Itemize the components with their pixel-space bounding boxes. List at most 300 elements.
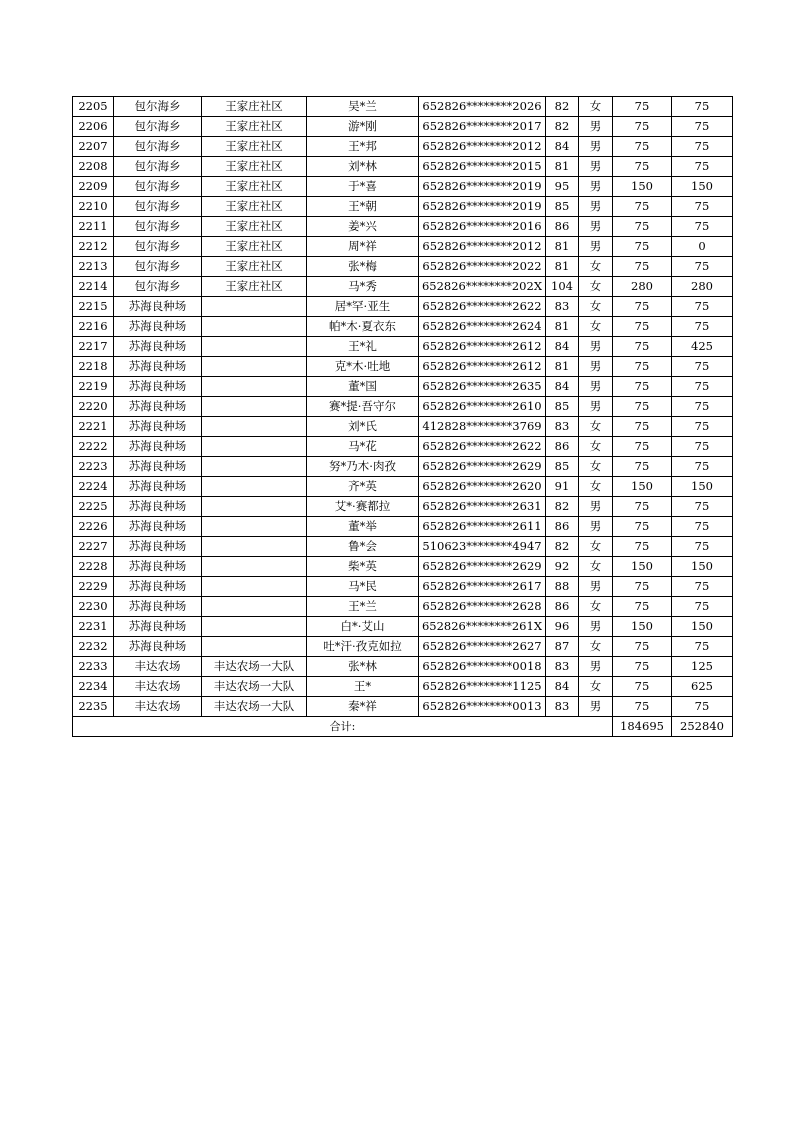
row-number-cell: 2215 xyxy=(73,297,114,317)
community-cell xyxy=(202,297,307,317)
gender-cell: 男 xyxy=(579,237,613,257)
amount-a-cell: 75 xyxy=(613,537,672,557)
id-number-cell: 652826********2612 xyxy=(419,337,546,357)
community-cell: 王家庄社区 xyxy=(202,97,307,117)
community-cell xyxy=(202,517,307,537)
resident-name-cell: 马*秀 xyxy=(307,277,419,297)
resident-name-cell: 白*·艾山 xyxy=(307,617,419,637)
amount-b-cell: 75 xyxy=(672,357,733,377)
age-cell: 81 xyxy=(546,257,579,277)
amount-a-cell: 280 xyxy=(613,277,672,297)
amount-a-cell: 75 xyxy=(613,257,672,277)
row-number-cell: 2226 xyxy=(73,517,114,537)
row-number-cell: 2207 xyxy=(73,137,114,157)
id-number-cell: 652826********2631 xyxy=(419,497,546,517)
resident-name-cell: 赛*提·吾守尔 xyxy=(307,397,419,417)
amount-b-cell: 75 xyxy=(672,457,733,477)
community-cell xyxy=(202,317,307,337)
id-number-cell: 652826********2611 xyxy=(419,517,546,537)
gender-cell: 女 xyxy=(579,257,613,277)
id-number-cell: 652826********2622 xyxy=(419,297,546,317)
id-number-cell: 652826********2635 xyxy=(419,377,546,397)
row-number-cell: 2232 xyxy=(73,637,114,657)
id-number-cell: 652826********2016 xyxy=(419,217,546,237)
total-label: 合计: xyxy=(73,717,613,737)
id-number-cell: 652826********2629 xyxy=(419,557,546,577)
amount-a-cell: 75 xyxy=(613,117,672,137)
age-cell: 96 xyxy=(546,617,579,637)
resident-name-cell: 董*国 xyxy=(307,377,419,397)
id-number-cell: 652826********2612 xyxy=(419,357,546,377)
age-cell: 82 xyxy=(546,497,579,517)
community-cell: 丰达农场一大队 xyxy=(202,657,307,677)
row-number-cell: 2220 xyxy=(73,397,114,417)
age-cell: 81 xyxy=(546,237,579,257)
township-cell: 苏海良种场 xyxy=(114,577,202,597)
gender-cell: 男 xyxy=(579,617,613,637)
age-cell: 81 xyxy=(546,357,579,377)
roster-body xyxy=(73,97,733,717)
gender-cell: 男 xyxy=(579,657,613,677)
community-cell xyxy=(202,417,307,437)
township-cell: 包尔海乡 xyxy=(114,117,202,137)
amount-a-cell: 75 xyxy=(613,337,672,357)
amount-b-cell: 75 xyxy=(672,637,733,657)
community-cell xyxy=(202,577,307,597)
resident-name-cell: 张*梅 xyxy=(307,257,419,277)
row-number-cell: 2219 xyxy=(73,377,114,397)
resident-name-cell: 秦*祥 xyxy=(307,697,419,717)
township-cell: 苏海良种场 xyxy=(114,397,202,417)
amount-b-cell: 75 xyxy=(672,317,733,337)
gender-cell: 男 xyxy=(579,117,613,137)
resident-name-cell: 吐*汗·孜克如拉 xyxy=(307,637,419,657)
age-cell: 81 xyxy=(546,157,579,177)
id-number-cell: 652826********0013 xyxy=(419,697,546,717)
age-cell: 83 xyxy=(546,697,579,717)
gender-cell: 男 xyxy=(579,337,613,357)
township-cell: 包尔海乡 xyxy=(114,277,202,297)
gender-cell: 男 xyxy=(579,697,613,717)
row-number-cell: 2211 xyxy=(73,217,114,237)
age-cell: 83 xyxy=(546,417,579,437)
resident-name-cell: 王*朝 xyxy=(307,197,419,217)
township-cell: 包尔海乡 xyxy=(114,217,202,237)
row-number-cell: 2206 xyxy=(73,117,114,137)
age-cell: 83 xyxy=(546,297,579,317)
resident-name-cell: 姜*兴 xyxy=(307,217,419,237)
row-number-cell: 2224 xyxy=(73,477,114,497)
amount-b-cell: 75 xyxy=(672,537,733,557)
amount-b-cell: 75 xyxy=(672,137,733,157)
id-number-cell: 652826********2622 xyxy=(419,437,546,457)
amount-b-cell: 280 xyxy=(672,277,733,297)
age-cell: 85 xyxy=(546,457,579,477)
amount-a-cell: 75 xyxy=(613,197,672,217)
amount-a-cell: 75 xyxy=(613,97,672,117)
resident-name-cell: 董*举 xyxy=(307,517,419,537)
amount-b-cell: 0 xyxy=(672,237,733,257)
amount-a-cell: 150 xyxy=(613,177,672,197)
resident-name-cell: 吴*兰 xyxy=(307,97,419,117)
amount-a-cell: 150 xyxy=(613,557,672,577)
table-row xyxy=(73,577,733,597)
age-cell: 85 xyxy=(546,397,579,417)
table-row xyxy=(73,617,733,637)
resident-name-cell: 马*花 xyxy=(307,437,419,457)
id-number-cell: 652826********2624 xyxy=(419,317,546,337)
table-row xyxy=(73,357,733,377)
age-cell: 88 xyxy=(546,577,579,597)
township-cell: 包尔海乡 xyxy=(114,237,202,257)
table-row xyxy=(73,157,733,177)
age-cell: 82 xyxy=(546,537,579,557)
id-number-cell: 652826********2019 xyxy=(419,197,546,217)
age-cell: 81 xyxy=(546,317,579,337)
resident-name-cell: 柴*英 xyxy=(307,557,419,577)
table-row xyxy=(73,237,733,257)
id-number-cell: 652826********261X xyxy=(419,617,546,637)
resident-name-cell: 齐*英 xyxy=(307,477,419,497)
amount-b-cell: 75 xyxy=(672,697,733,717)
amount-a-cell: 75 xyxy=(613,297,672,317)
amount-b-cell: 425 xyxy=(672,337,733,357)
amount-b-cell: 75 xyxy=(672,517,733,537)
township-cell: 苏海良种场 xyxy=(114,637,202,657)
age-cell: 82 xyxy=(546,97,579,117)
amount-b-cell: 150 xyxy=(672,177,733,197)
table-row xyxy=(73,477,733,497)
id-number-cell: 652826********2012 xyxy=(419,237,546,257)
age-cell: 104 xyxy=(546,277,579,297)
age-cell: 83 xyxy=(546,657,579,677)
township-cell: 包尔海乡 xyxy=(114,97,202,117)
table-row xyxy=(73,497,733,517)
age-cell: 84 xyxy=(546,677,579,697)
amount-a-cell: 75 xyxy=(613,497,672,517)
id-number-cell: 652826********2019 xyxy=(419,177,546,197)
age-cell: 85 xyxy=(546,197,579,217)
township-cell: 包尔海乡 xyxy=(114,177,202,197)
row-number-cell: 2225 xyxy=(73,497,114,517)
row-number-cell: 2229 xyxy=(73,577,114,597)
township-cell: 苏海良种场 xyxy=(114,617,202,637)
township-cell: 丰达农场 xyxy=(114,677,202,697)
community-cell: 王家庄社区 xyxy=(202,137,307,157)
table-row xyxy=(73,637,733,657)
community-cell xyxy=(202,497,307,517)
gender-cell: 男 xyxy=(579,197,613,217)
table-row xyxy=(73,677,733,697)
gender-cell: 男 xyxy=(579,157,613,177)
amount-b-cell: 75 xyxy=(672,437,733,457)
community-cell: 王家庄社区 xyxy=(202,257,307,277)
id-number-cell: 510623********4947 xyxy=(419,537,546,557)
age-cell: 86 xyxy=(546,597,579,617)
row-number-cell: 2222 xyxy=(73,437,114,457)
community-cell: 王家庄社区 xyxy=(202,177,307,197)
table-row xyxy=(73,557,733,577)
table-row xyxy=(73,537,733,557)
amount-a-cell: 75 xyxy=(613,657,672,677)
id-number-cell: 652826********2022 xyxy=(419,257,546,277)
table-row xyxy=(73,397,733,417)
township-cell: 苏海良种场 xyxy=(114,517,202,537)
id-number-cell: 652826********0018 xyxy=(419,657,546,677)
gender-cell: 女 xyxy=(579,417,613,437)
table-row xyxy=(73,417,733,437)
row-number-cell: 2209 xyxy=(73,177,114,197)
community-cell: 王家庄社区 xyxy=(202,277,307,297)
resident-name-cell: 鲁*会 xyxy=(307,537,419,557)
amount-a-cell: 75 xyxy=(613,397,672,417)
amount-b-cell: 75 xyxy=(672,157,733,177)
gender-cell: 男 xyxy=(579,377,613,397)
amount-a-cell: 75 xyxy=(613,357,672,377)
gender-cell: 女 xyxy=(579,277,613,297)
amount-b-cell: 150 xyxy=(672,557,733,577)
community-cell xyxy=(202,477,307,497)
id-number-cell: 652826********2015 xyxy=(419,157,546,177)
id-number-cell: 652826********1125 xyxy=(419,677,546,697)
amount-a-cell: 75 xyxy=(613,237,672,257)
township-cell: 苏海良种场 xyxy=(114,537,202,557)
gender-cell: 女 xyxy=(579,317,613,337)
amount-a-cell: 75 xyxy=(613,417,672,437)
community-cell: 王家庄社区 xyxy=(202,237,307,257)
gender-cell: 女 xyxy=(579,297,613,317)
age-cell: 91 xyxy=(546,477,579,497)
township-cell: 苏海良种场 xyxy=(114,337,202,357)
amount-a-cell: 75 xyxy=(613,437,672,457)
gender-cell: 男 xyxy=(579,137,613,157)
resident-name-cell: 王*邦 xyxy=(307,137,419,157)
amount-a-cell: 75 xyxy=(613,137,672,157)
township-cell: 包尔海乡 xyxy=(114,257,202,277)
amount-b-cell: 75 xyxy=(672,377,733,397)
township-cell: 苏海良种场 xyxy=(114,417,202,437)
row-number-cell: 2208 xyxy=(73,157,114,177)
row-number-cell: 2223 xyxy=(73,457,114,477)
township-cell: 苏海良种场 xyxy=(114,377,202,397)
table-row xyxy=(73,217,733,237)
gender-cell: 女 xyxy=(579,537,613,557)
table-row xyxy=(73,257,733,277)
id-number-cell: 652826********2012 xyxy=(419,137,546,157)
age-cell: 86 xyxy=(546,217,579,237)
id-number-cell: 652826********2017 xyxy=(419,117,546,137)
row-number-cell: 2216 xyxy=(73,317,114,337)
amount-b-cell: 75 xyxy=(672,297,733,317)
amount-b-cell: 75 xyxy=(672,117,733,137)
amount-a-cell: 75 xyxy=(613,697,672,717)
township-cell: 苏海良种场 xyxy=(114,557,202,577)
row-number-cell: 2227 xyxy=(73,537,114,557)
township-cell: 丰达农场 xyxy=(114,657,202,677)
community-cell: 丰达农场一大队 xyxy=(202,697,307,717)
age-cell: 84 xyxy=(546,337,579,357)
row-number-cell: 2233 xyxy=(73,657,114,677)
table-row xyxy=(73,137,733,157)
gender-cell: 男 xyxy=(579,397,613,417)
township-cell: 丰达农场 xyxy=(114,697,202,717)
amount-b-cell: 75 xyxy=(672,257,733,277)
community-cell xyxy=(202,397,307,417)
id-number-cell: 652826********2629 xyxy=(419,457,546,477)
table-row xyxy=(73,117,733,137)
id-number-cell: 652826********202X xyxy=(419,277,546,297)
table-row xyxy=(73,297,733,317)
row-number-cell: 2214 xyxy=(73,277,114,297)
township-cell: 苏海良种场 xyxy=(114,457,202,477)
table-row xyxy=(73,517,733,537)
row-number-cell: 2212 xyxy=(73,237,114,257)
gender-cell: 男 xyxy=(579,357,613,377)
gender-cell: 男 xyxy=(579,217,613,237)
table-row xyxy=(73,277,733,297)
id-number-cell: 652826********2627 xyxy=(419,637,546,657)
age-cell: 87 xyxy=(546,637,579,657)
age-cell: 86 xyxy=(546,437,579,457)
row-number-cell: 2213 xyxy=(73,257,114,277)
id-number-cell: 652826********2610 xyxy=(419,397,546,417)
township-cell: 苏海良种场 xyxy=(114,437,202,457)
table-row xyxy=(73,197,733,217)
gender-cell: 男 xyxy=(579,177,613,197)
gender-cell: 女 xyxy=(579,597,613,617)
gender-cell: 男 xyxy=(579,517,613,537)
age-cell: 95 xyxy=(546,177,579,197)
resident-name-cell: 张*林 xyxy=(307,657,419,677)
row-number-cell: 2235 xyxy=(73,697,114,717)
total-sum-a: 184695 xyxy=(613,717,672,737)
age-cell: 86 xyxy=(546,517,579,537)
roster-table xyxy=(72,96,733,737)
township-cell: 包尔海乡 xyxy=(114,137,202,157)
amount-b-cell: 75 xyxy=(672,597,733,617)
community-cell: 丰达农场一大队 xyxy=(202,677,307,697)
community-cell xyxy=(202,437,307,457)
table-row xyxy=(73,177,733,197)
gender-cell: 女 xyxy=(579,97,613,117)
gender-cell: 男 xyxy=(579,577,613,597)
amount-a-cell: 75 xyxy=(613,377,672,397)
table-row xyxy=(73,597,733,617)
township-cell: 苏海良种场 xyxy=(114,297,202,317)
row-number-cell: 2218 xyxy=(73,357,114,377)
amount-a-cell: 75 xyxy=(613,637,672,657)
amount-b-cell: 75 xyxy=(672,217,733,237)
resident-name-cell: 王* xyxy=(307,677,419,697)
resident-name-cell: 王*兰 xyxy=(307,597,419,617)
table-row xyxy=(73,697,733,717)
community-cell xyxy=(202,377,307,397)
community-cell xyxy=(202,557,307,577)
table-row xyxy=(73,337,733,357)
township-cell: 苏海良种场 xyxy=(114,317,202,337)
amount-b-cell: 75 xyxy=(672,397,733,417)
township-cell: 苏海良种场 xyxy=(114,497,202,517)
community-cell xyxy=(202,637,307,657)
id-number-cell: 412828********3769 xyxy=(419,417,546,437)
resident-name-cell: 周*祥 xyxy=(307,237,419,257)
amount-a-cell: 75 xyxy=(613,517,672,537)
gender-cell: 女 xyxy=(579,437,613,457)
total-sum-b: 252840 xyxy=(672,717,733,737)
row-number-cell: 2210 xyxy=(73,197,114,217)
community-cell xyxy=(202,357,307,377)
table-row xyxy=(73,437,733,457)
gender-cell: 女 xyxy=(579,637,613,657)
id-number-cell: 652826********2026 xyxy=(419,97,546,117)
age-cell: 92 xyxy=(546,557,579,577)
amount-b-cell: 75 xyxy=(672,417,733,437)
table-row xyxy=(73,317,733,337)
age-cell: 84 xyxy=(546,377,579,397)
community-cell xyxy=(202,537,307,557)
amount-b-cell: 125 xyxy=(672,657,733,677)
amount-a-cell: 75 xyxy=(613,157,672,177)
age-cell: 84 xyxy=(546,137,579,157)
amount-a-cell: 150 xyxy=(613,477,672,497)
community-cell: 王家庄社区 xyxy=(202,197,307,217)
gender-cell: 男 xyxy=(579,497,613,517)
resident-name-cell: 克*木·吐地 xyxy=(307,357,419,377)
amount-a-cell: 75 xyxy=(613,597,672,617)
resident-name-cell: 努*乃木·肉孜 xyxy=(307,457,419,477)
total-row xyxy=(73,717,733,737)
row-number-cell: 2234 xyxy=(73,677,114,697)
table-row xyxy=(73,657,733,677)
row-number-cell: 2228 xyxy=(73,557,114,577)
id-number-cell: 652826********2620 xyxy=(419,477,546,497)
amount-a-cell: 75 xyxy=(613,577,672,597)
table-row xyxy=(73,377,733,397)
amount-b-cell: 75 xyxy=(672,497,733,517)
row-number-cell: 2217 xyxy=(73,337,114,357)
community-cell xyxy=(202,457,307,477)
row-number-cell: 2231 xyxy=(73,617,114,637)
gender-cell: 女 xyxy=(579,557,613,577)
resident-name-cell: 游*刚 xyxy=(307,117,419,137)
gender-cell: 女 xyxy=(579,677,613,697)
row-number-cell: 2221 xyxy=(73,417,114,437)
resident-name-cell: 王*礼 xyxy=(307,337,419,357)
resident-name-cell: 于*喜 xyxy=(307,177,419,197)
township-cell: 苏海良种场 xyxy=(114,597,202,617)
amount-b-cell: 150 xyxy=(672,617,733,637)
community-cell xyxy=(202,617,307,637)
amount-a-cell: 75 xyxy=(613,317,672,337)
resident-name-cell: 马*民 xyxy=(307,577,419,597)
resident-name-cell: 刘*氏 xyxy=(307,417,419,437)
id-number-cell: 652826********2628 xyxy=(419,597,546,617)
amount-a-cell: 150 xyxy=(613,617,672,637)
community-cell xyxy=(202,337,307,357)
row-number-cell: 2230 xyxy=(73,597,114,617)
table-row xyxy=(73,97,733,117)
resident-name-cell: 居*罕·亚生 xyxy=(307,297,419,317)
amount-b-cell: 75 xyxy=(672,197,733,217)
table-row xyxy=(73,457,733,477)
amount-a-cell: 75 xyxy=(613,677,672,697)
township-cell: 苏海良种场 xyxy=(114,477,202,497)
amount-a-cell: 75 xyxy=(613,217,672,237)
resident-name-cell: 刘*林 xyxy=(307,157,419,177)
amount-b-cell: 150 xyxy=(672,477,733,497)
gender-cell: 女 xyxy=(579,457,613,477)
amount-b-cell: 75 xyxy=(672,577,733,597)
